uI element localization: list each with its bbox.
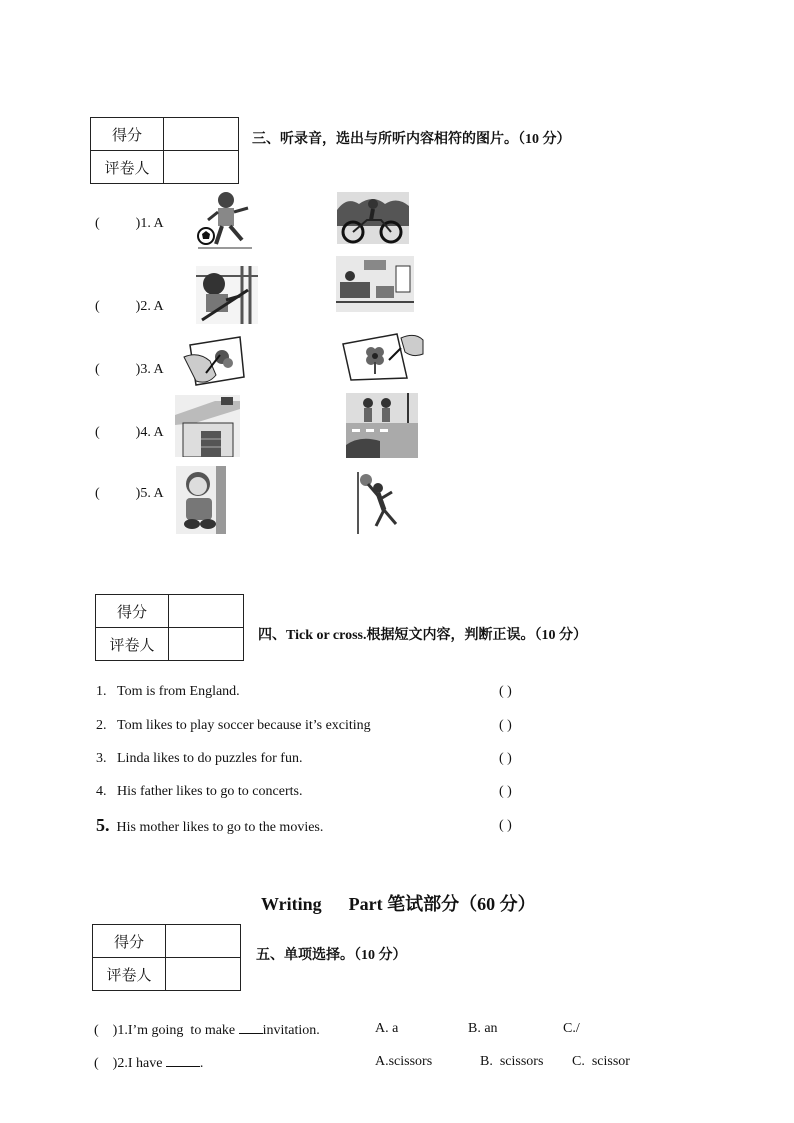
- drawing-flower-image: [341, 330, 425, 382]
- statement-number: 4.: [96, 784, 107, 799]
- statement-5: [96, 815, 323, 836]
- listening-item-5: [95, 486, 164, 502]
- item-label: )2. A: [135, 299, 164, 314]
- question-stem: ( )2.I have: [94, 1056, 163, 1071]
- score-label: 得分: [93, 925, 166, 958]
- section-5-title: 五、单项选择。（10 分）: [256, 948, 407, 963]
- listening-item-3: [95, 362, 164, 378]
- section-3-title: 三、听录音，选出与所听内容相符的图片。（10 分）: [252, 132, 571, 147]
- item-label: )1. A: [135, 216, 164, 231]
- option-c[interactable]: C./: [563, 1021, 580, 1036]
- statement-text: Tom is from England.: [117, 684, 240, 699]
- answer-paren[interactable]: ( ): [499, 784, 512, 799]
- statement-text: His father likes to go to concerts.: [117, 784, 303, 799]
- statement-number: 2.: [96, 718, 107, 733]
- item-label: )4. A: [135, 425, 164, 440]
- boy-climbing-image: [196, 266, 258, 324]
- listening-item-2: [95, 299, 164, 315]
- option-b[interactable]: B. an: [468, 1021, 498, 1036]
- item-label: )3. A: [135, 362, 164, 377]
- answer-paren[interactable]: (: [95, 486, 100, 501]
- statement-number: 1.: [96, 684, 107, 699]
- grader-label: 评卷人: [96, 628, 169, 661]
- answer-blank[interactable]: [166, 1054, 200, 1067]
- grader-label: 评卷人: [91, 151, 164, 184]
- answer-paren[interactable]: ( ): [499, 684, 512, 699]
- option-a[interactable]: A. a: [375, 1021, 399, 1036]
- living-room-image: [336, 256, 414, 312]
- statement-1: [96, 684, 240, 700]
- score-cell[interactable]: [166, 925, 241, 958]
- answer-paren[interactable]: ( ): [499, 718, 512, 733]
- score-label: 得分: [91, 118, 164, 151]
- boy-kicking-soccer-ball-image: [196, 190, 254, 252]
- bike-riding-image: [337, 192, 409, 244]
- answer-paren[interactable]: (: [95, 299, 100, 314]
- statement-text: Linda likes to do puzzles for fun.: [117, 751, 303, 766]
- answer-paren[interactable]: (: [95, 216, 100, 231]
- statement-2: [96, 718, 371, 734]
- question-suffix: .: [199, 1056, 204, 1071]
- mc-question-1: [94, 1021, 320, 1039]
- grader-cell[interactable]: [166, 958, 241, 991]
- statement-4: [96, 784, 302, 800]
- option-a[interactable]: A.scissors: [375, 1054, 433, 1069]
- score-cell[interactable]: [169, 595, 244, 628]
- option-b[interactable]: B. scissors: [480, 1054, 544, 1069]
- answer-paren[interactable]: (: [95, 425, 100, 440]
- score-box: [95, 594, 244, 661]
- crossing-street-image: [346, 393, 418, 458]
- hand-painting-image: [182, 333, 246, 389]
- writing-part-heading: Writing Part 笔试部分（60 分）: [261, 894, 536, 914]
- grader-label: 评卷人: [93, 958, 166, 991]
- score-box: [90, 117, 239, 184]
- listening-item-1: [95, 216, 164, 232]
- score-box: [92, 924, 241, 991]
- answer-paren[interactable]: ( ): [499, 751, 512, 766]
- score-cell[interactable]: [164, 118, 239, 151]
- statement-3: [96, 751, 302, 767]
- boy-sitting-image: [176, 466, 226, 534]
- mc-question-2: [94, 1054, 203, 1072]
- listening-item-4: [95, 425, 164, 441]
- option-c[interactable]: C. scissor: [572, 1054, 630, 1069]
- statement-number: 5.: [96, 815, 110, 835]
- question-stem: ( )1.I’m going to make: [94, 1023, 236, 1038]
- answer-paren[interactable]: (: [95, 362, 100, 377]
- item-label: )5. A: [135, 486, 164, 501]
- question-suffix: invitation.: [262, 1023, 320, 1038]
- grader-cell[interactable]: [169, 628, 244, 661]
- answer-blank[interactable]: [239, 1021, 263, 1034]
- grader-cell[interactable]: [164, 151, 239, 184]
- boy-catching-ball-image: [354, 472, 408, 534]
- store-building-image: [175, 395, 240, 457]
- answer-paren[interactable]: ( ): [499, 818, 512, 833]
- statement-number: 3.: [96, 751, 107, 766]
- section-4-title: 四、Tick or cross.根据短文内容，判断正误。（10 分）: [258, 628, 588, 643]
- statement-text: Tom likes to play soccer because it’s exciting: [117, 718, 371, 733]
- statement-text: His mother likes to go to the movies.: [116, 820, 324, 835]
- score-label: 得分: [96, 595, 169, 628]
